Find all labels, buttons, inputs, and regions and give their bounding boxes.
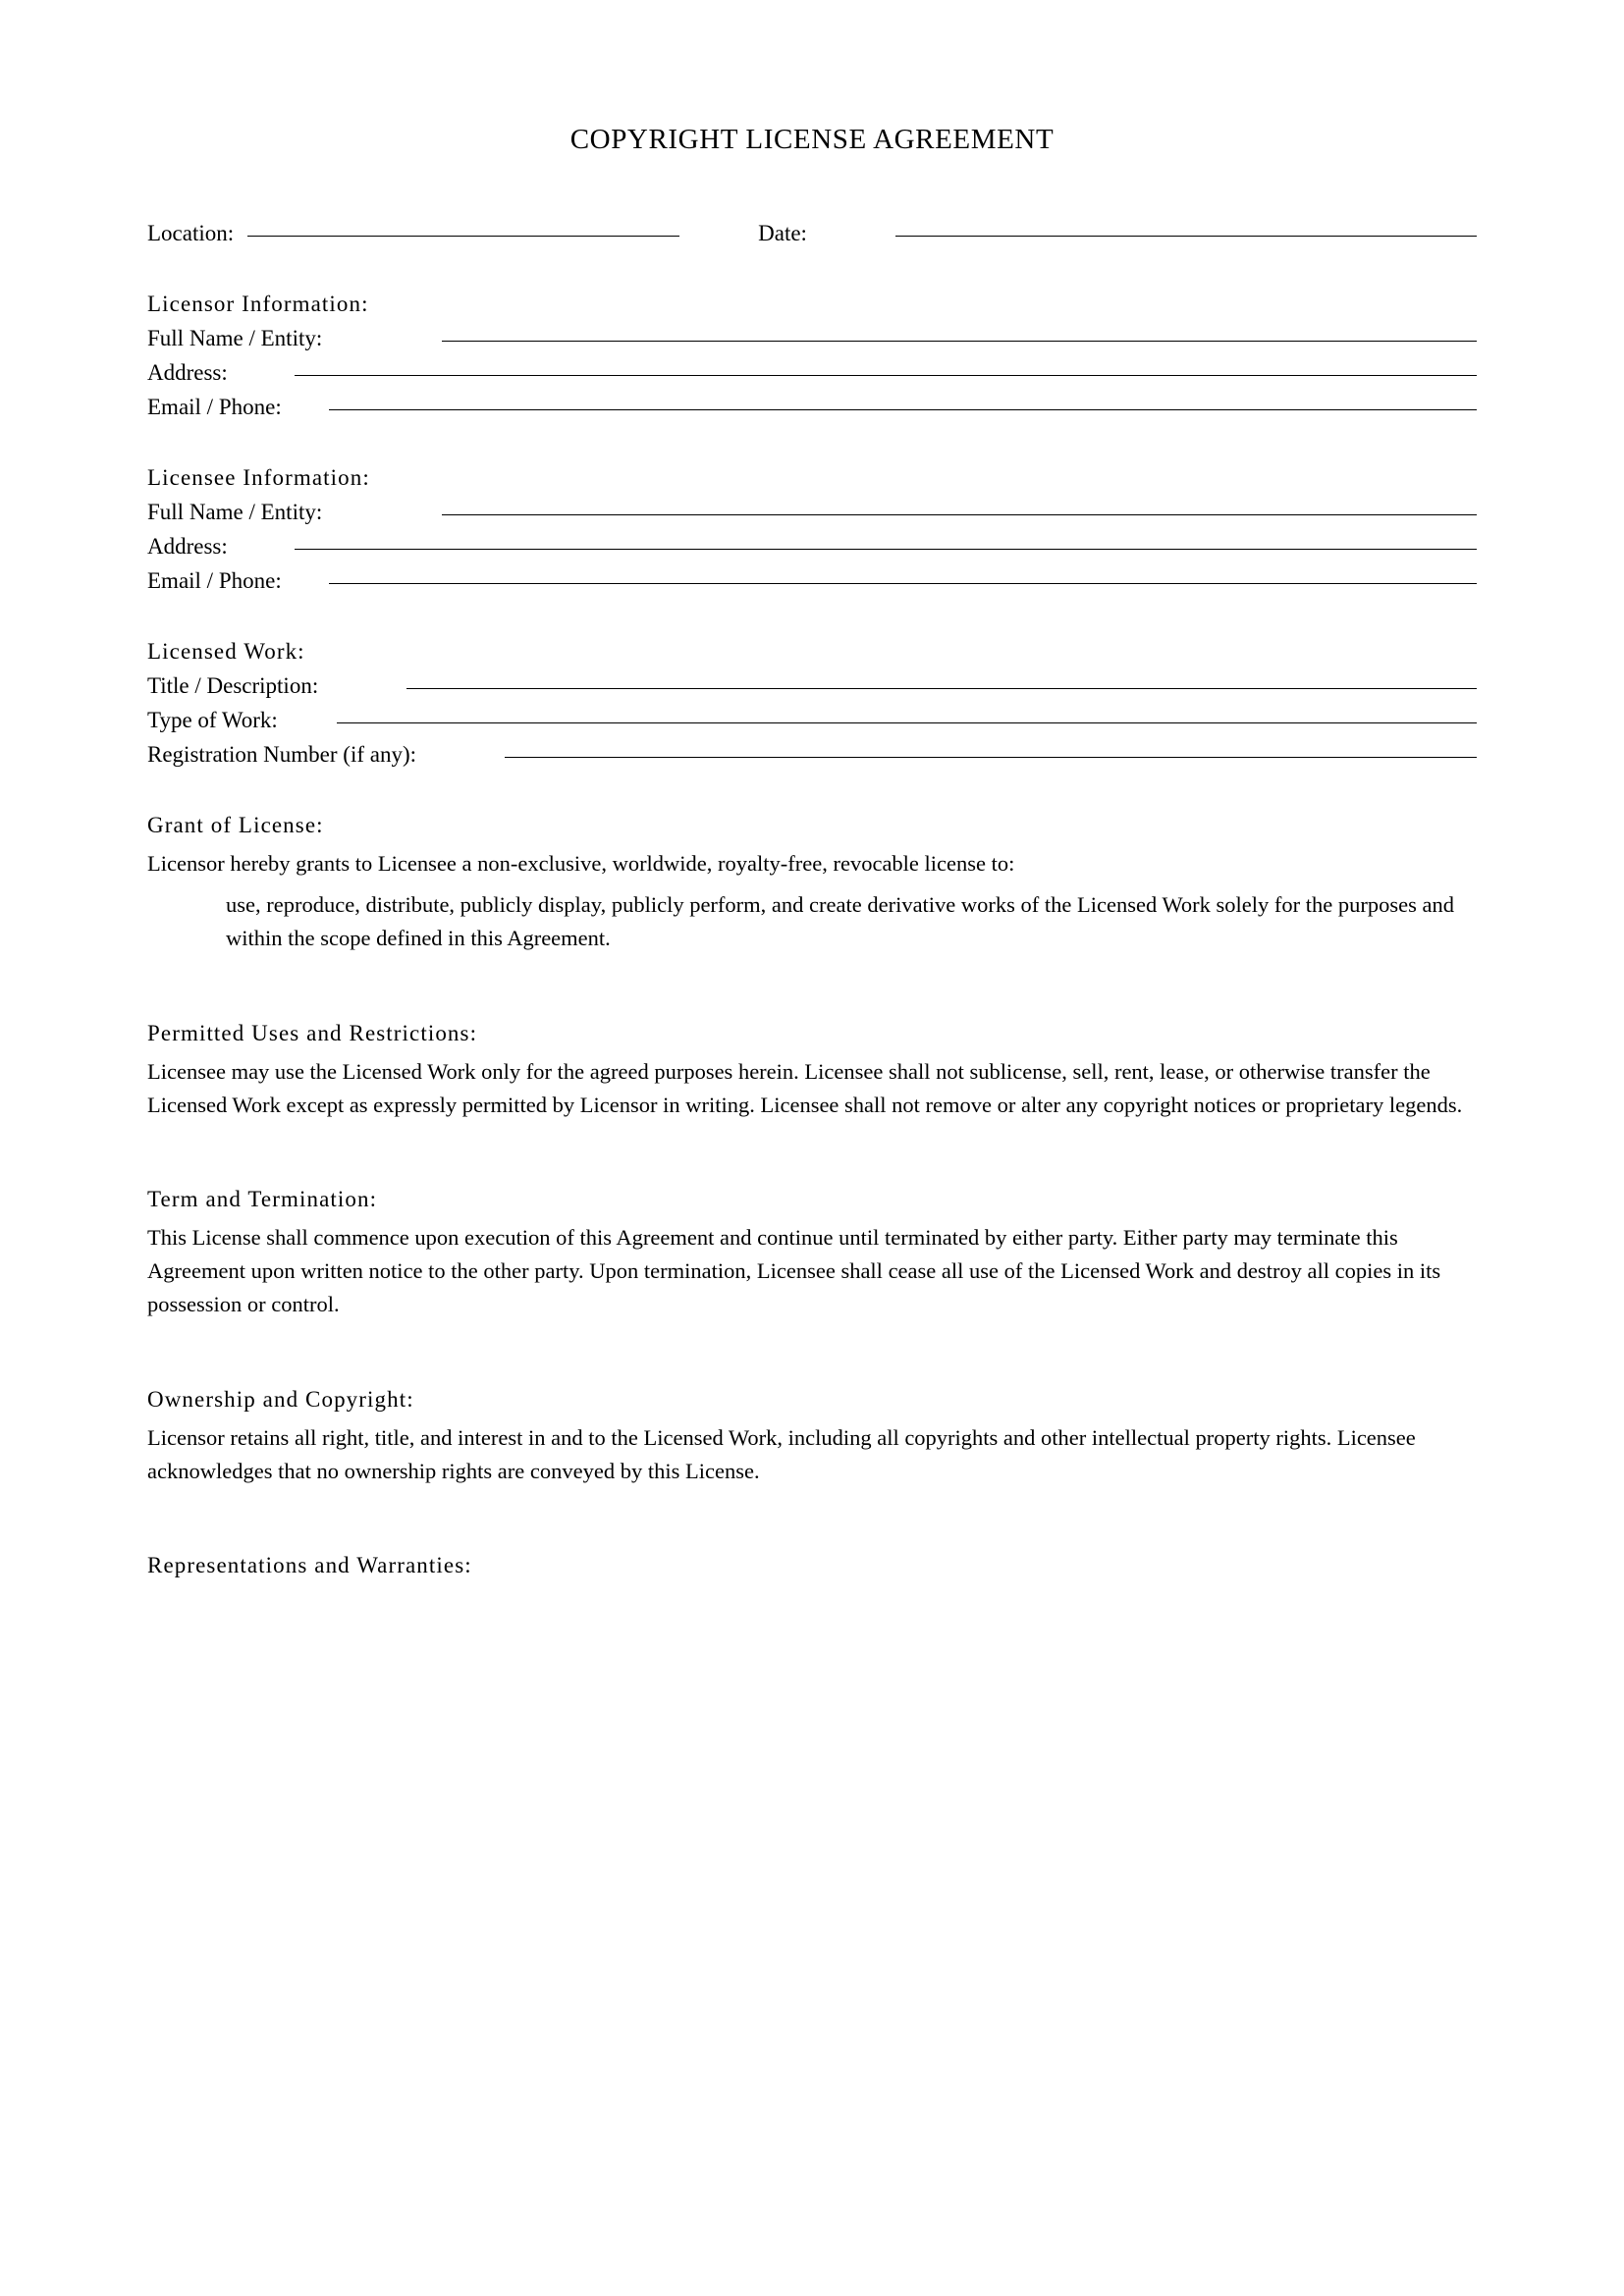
- licensee-contact-input[interactable]: [329, 583, 1477, 584]
- licensor-name-row: [147, 326, 1477, 351]
- licensor-contact-label: Email / Phone:: [147, 395, 282, 419]
- work-type-row: [147, 708, 1477, 733]
- grant-of-license-heading: Grant of License:: [147, 813, 324, 837]
- page-title: COPYRIGHT LICENSE AGREEMENT: [569, 124, 1055, 155]
- work-type-input[interactable]: [337, 722, 1477, 723]
- work-registration-input[interactable]: [505, 757, 1477, 758]
- licensee-heading: Licensee Information:: [147, 465, 370, 490]
- term-termination-heading: Term and Termination:: [147, 1186, 378, 1211]
- licensee-contact-label: Email / Phone:: [147, 568, 282, 593]
- location-date-row: [147, 221, 1477, 246]
- licensor-address-row: [147, 360, 1477, 386]
- licensor-contact-input[interactable]: [329, 409, 1477, 410]
- licensee-address-row: [147, 534, 1477, 560]
- licensee-name-label: Full Name / Entity:: [147, 500, 323, 524]
- date-label: Date:: [758, 221, 807, 245]
- licensee-address-input[interactable]: [295, 549, 1477, 550]
- work-title-input[interactable]: [406, 688, 1477, 689]
- permitted-uses-heading: Permitted Uses and Restrictions:: [147, 1020, 478, 1045]
- licensor-name-label: Full Name / Entity:: [147, 326, 323, 350]
- work-registration-label: Registration Number (if any):: [147, 742, 417, 767]
- date-input[interactable]: [895, 236, 1477, 237]
- document-body: [147, 156, 1477, 1578]
- licensed-work-heading: Licensed Work:: [147, 639, 305, 664]
- licensee-name-input[interactable]: [442, 514, 1477, 515]
- representations-warranties-heading: Representations and Warranties:: [147, 1552, 472, 1577]
- licensee-contact-row: [147, 568, 1477, 594]
- work-title-label: Title / Description:: [147, 673, 319, 698]
- location-input[interactable]: [247, 236, 679, 237]
- licensor-contact-row: [147, 395, 1477, 420]
- work-registration-row: [147, 742, 1477, 768]
- ownership-copyright-heading: Ownership and Copyright:: [147, 1386, 414, 1412]
- term-termination-body: This License shall commence upon execution of this Agreement and continue until terminated by either party. Either party may terminate this Agreement upon written notice to the other party. Upon termination, Licensee shall cease all use of the Licensed Work and destroy all copies in its possession or control.: [147, 1224, 1441, 1317]
- grant-of-license-scope: use, reproduce, distribute, publicly display, publicly perform, and create derivative works of the Licensed Work solely for the purposes and within the scope defined in this Agreement.: [226, 892, 1454, 951]
- licensor-name-input[interactable]: [442, 341, 1477, 342]
- licensor-address-label: Address:: [147, 360, 228, 385]
- licensee-name-row: [147, 500, 1477, 525]
- ownership-copyright-body: Licensor retains all right, title, and interest in and to the Licensed Work, including all copyrights and other intellectual property rights. Licensee acknowledges that no ownership rights are conveyed by this License.: [147, 1424, 1416, 1483]
- licensee-address-label: Address:: [147, 534, 228, 559]
- licensor-heading: Licensor Information:: [147, 292, 369, 316]
- permitted-uses-body: Licensee may use the Licensed Work only for the agreed purposes herein. Licensee shall not sublicense, sell, rent, lease, or otherwise transfer the Licensed Work except as expressly permitted by Licensor in writing. Licensee shall not remove or alter any copyright notices or proprietary legends.: [147, 1058, 1463, 1117]
- licensor-address-input[interactable]: [295, 375, 1477, 376]
- grant-of-license-intro: Licensor hereby grants to Licensee a non-exclusive, worldwide, royalty-free, revocable license to:: [147, 851, 1015, 876]
- work-title-row: [147, 673, 1477, 699]
- location-label: Location:: [147, 221, 235, 245]
- work-type-label: Type of Work:: [147, 708, 278, 732]
